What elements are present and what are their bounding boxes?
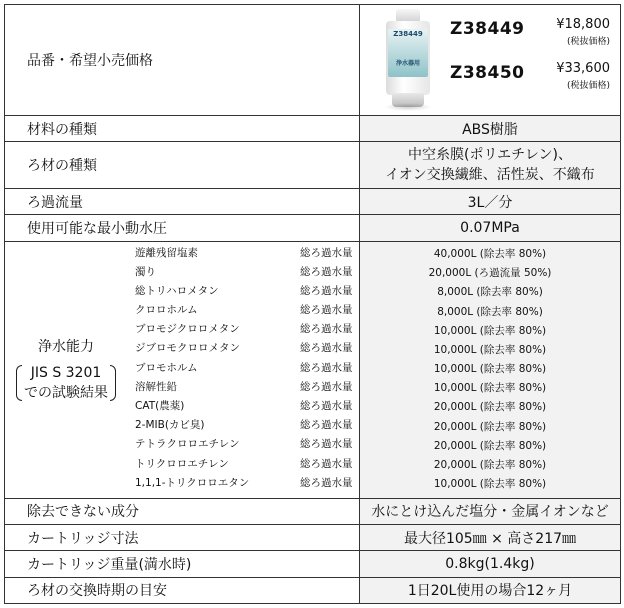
row-value: 0.8kg(1.4kg) <box>360 551 621 577</box>
substance-name: CAT(農薬) <box>135 400 185 413</box>
spec-row <box>5 215 621 241</box>
purification-item <box>127 455 359 474</box>
total-filtered-label: 総ろ過水量 <box>300 419 353 432</box>
spec-row <box>5 498 621 524</box>
purification-item <box>127 320 359 339</box>
total-filtered-label: 総ろ過水量 <box>300 400 353 413</box>
row-value: 最大径105㎜ × 高さ217㎜ <box>360 525 621 551</box>
row-label: カートリッジ寸法 <box>5 525 360 551</box>
substance-name: トリクロロエチレン <box>135 457 229 470</box>
product-cell <box>360 5 621 116</box>
purification-value: 20,000L (除去率 80%) <box>433 439 547 452</box>
purification-label: 浄水能力 <box>38 338 94 355</box>
purification-item <box>127 435 359 454</box>
total-filtered-label: 総ろ過水量 <box>300 438 353 451</box>
purification-values <box>360 241 621 498</box>
spec-row <box>5 142 621 189</box>
purification-value: 40,000L (除去率 80%) <box>433 247 547 260</box>
row-value: 3L／分 <box>360 188 621 214</box>
product-code: Z38449 <box>450 19 525 39</box>
substance-name: 遊離残留塩素 <box>135 246 198 259</box>
substance-name: ブロモジクロロメタン <box>135 323 240 336</box>
spec-row <box>5 577 621 603</box>
row-value: 1日20L使用の場合12ヶ月 <box>360 577 621 603</box>
spec-row <box>5 551 621 577</box>
purification-item <box>127 474 359 493</box>
purification-row <box>5 241 621 498</box>
purification-value: 20,000L (除去率 80%) <box>433 420 547 433</box>
spec-row <box>5 116 621 142</box>
purification-item <box>127 359 359 378</box>
spec-row <box>5 188 621 214</box>
purification-value: 10,000L (除去率 80%) <box>433 324 547 337</box>
substance-name: テトラクロロエチレン <box>135 438 240 451</box>
purification-item <box>127 244 359 263</box>
purification-item <box>127 282 359 301</box>
substance-name: 2-MIB(カビ臭) <box>135 419 205 432</box>
purification-value: 10,000L (除去率 80%) <box>433 343 547 356</box>
purification-value: 8,000L (除去率 80%) <box>437 305 543 318</box>
total-filtered-label: 総ろ過水量 <box>300 476 353 489</box>
purification-cell <box>5 241 360 498</box>
product-tax-note: (税抜価格) <box>566 81 610 91</box>
product-price: ¥33,600 <box>556 61 610 76</box>
purification-value: 10,000L (除去率 80%) <box>433 478 547 491</box>
substance-name: ブロモホルム <box>135 361 198 374</box>
product-label: 品番・希望小売価格 <box>5 5 360 116</box>
substance-name: ジブロモクロロメタン <box>135 342 240 355</box>
substance-name: クロロホルム <box>135 304 198 317</box>
substance-name: 総トリハロメタン <box>135 284 219 297</box>
row-label: 使用可能な最小動水圧 <box>5 215 360 241</box>
substance-name: 1,1,1-トリクロロエタン <box>135 476 250 489</box>
row-value: 水にとけ込んだ塩分・金属イオンなど <box>360 498 621 524</box>
spec-row <box>5 525 621 551</box>
total-filtered-label: 総ろ過水量 <box>300 380 353 393</box>
row-label: 材料の種類 <box>5 116 360 142</box>
purification-value: 10,000L (除去率 80%) <box>433 363 547 376</box>
purification-item <box>127 339 359 358</box>
substance-name: 濁り <box>135 265 156 278</box>
total-filtered-label: 総ろ過水量 <box>300 323 353 336</box>
product-tax-note: (税抜価格) <box>566 37 610 47</box>
product-code: Z38450 <box>450 63 525 83</box>
purification-item <box>127 378 359 397</box>
product-row <box>5 5 621 116</box>
purification-items <box>127 242 359 498</box>
purification-item <box>127 301 359 320</box>
purification-item <box>127 263 359 282</box>
jis-note: JIS S 3201 での試験結果 <box>18 363 114 403</box>
total-filtered-label: 総ろ過水量 <box>300 304 353 317</box>
cartridge-image: Z38449 浄水器用 <box>382 9 434 109</box>
row-label: 除去できない成分 <box>5 498 360 524</box>
purification-value: 8,000L (除去率 80%) <box>437 286 543 299</box>
row-value: 中空糸膜(ポリエチレン)、 イオン交換繊維、活性炭、不織布 <box>360 142 621 189</box>
purification-value: 20,000L (ろ過流量 50%) <box>428 267 552 280</box>
total-filtered-label: 総ろ過水量 <box>300 361 353 374</box>
spec-table <box>4 4 621 604</box>
product-price: ¥18,800 <box>556 17 610 32</box>
row-value: ABS樹脂 <box>360 116 621 142</box>
row-label: カートリッジ重量(満水時) <box>5 551 360 577</box>
row-label: ろ材の交換時期の目安 <box>5 577 360 603</box>
purification-value: 20,000L (除去率 80%) <box>433 401 547 414</box>
purification-item <box>127 416 359 435</box>
substance-name: 溶解性鉛 <box>135 380 177 393</box>
total-filtered-label: 総ろ過水量 <box>300 457 353 470</box>
total-filtered-label: 総ろ過水量 <box>300 342 353 355</box>
row-label: ろ過流量 <box>5 188 360 214</box>
purification-item <box>127 397 359 416</box>
total-filtered-label: 総ろ過水量 <box>300 246 353 259</box>
total-filtered-label: 総ろ過水量 <box>300 284 353 297</box>
purification-value: 20,000L (除去率 80%) <box>433 459 547 472</box>
row-value: 0.07MPa <box>360 215 621 241</box>
row-label: ろ材の種類 <box>5 142 360 189</box>
purification-value: 10,000L (除去率 80%) <box>433 382 547 395</box>
total-filtered-label: 総ろ過水量 <box>300 265 353 278</box>
